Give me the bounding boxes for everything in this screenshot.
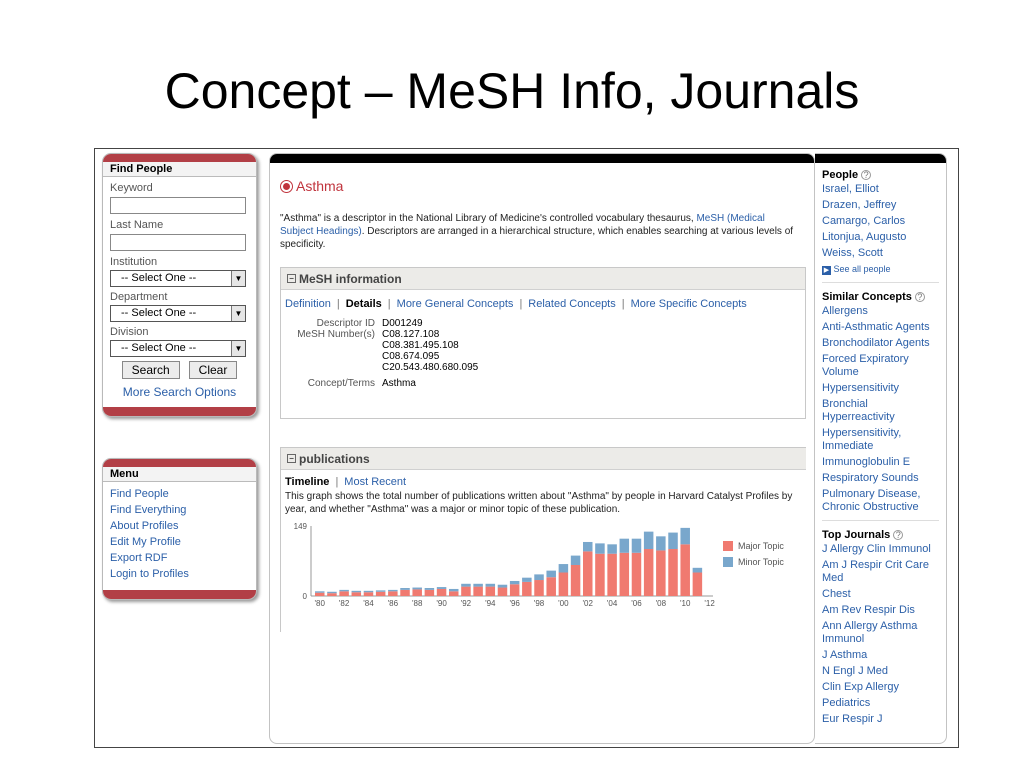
- institution-select[interactable]: [110, 270, 246, 287]
- tab-definition[interactable]: Definition: [285, 298, 331, 310]
- bar-minor-topic: [534, 574, 544, 580]
- bar-minor-topic: [620, 539, 630, 553]
- similar-concepts-list: [822, 305, 939, 514]
- chart-description: This graph shows the total number of publications written about "Asthma" by people in Harvard Catalyst Profiles by year, and whether "Asthma" was a major or minor topic of these publication.: [285, 491, 793, 515]
- x-tick-label: '08: [655, 599, 667, 608]
- bar-major-topic: [656, 550, 666, 596]
- tab-most-recent[interactable]: Most Recent: [344, 476, 407, 488]
- bar-major-topic: [607, 554, 617, 596]
- see-all-people-label: See all people: [833, 264, 891, 274]
- divider: [822, 520, 939, 521]
- similar-concept-link[interactable]: Allergens: [822, 305, 868, 317]
- concept-radio-icon: [280, 180, 293, 193]
- bar-major-topic: [559, 573, 569, 596]
- bar-major-topic: [388, 591, 398, 596]
- similar-concept-link[interactable]: Hypersensitivity: [822, 382, 900, 394]
- panel-top-bar: [103, 459, 256, 467]
- x-tick-label: '82: [338, 599, 350, 608]
- x-tick-label: '06: [631, 599, 642, 608]
- find-people-header: Find People: [103, 162, 256, 177]
- x-tick-label: '86: [387, 599, 399, 608]
- bar-major-topic: [571, 565, 581, 596]
- bar-minor-topic: [656, 536, 666, 550]
- tab-more-specific-concepts[interactable]: More Specific Concepts: [630, 298, 747, 310]
- menu-item-find-people[interactable]: Find People: [110, 488, 169, 500]
- bar-major-topic: [339, 591, 349, 596]
- bar-minor-topic: [644, 532, 654, 549]
- bar-minor-topic: [473, 584, 483, 587]
- mesh-numbers-label: MeSH Number(s): [297, 329, 375, 340]
- concept-terms-label: Concept/Terms: [307, 378, 375, 389]
- menu-panel: [102, 458, 257, 600]
- descriptor-id-value: D001249: [382, 318, 423, 329]
- panel-top-bar: [103, 154, 256, 162]
- publications-tabs: Timeline | Most Recent: [285, 476, 407, 488]
- institution-select-value: -- Select One --: [121, 272, 197, 284]
- bar-major-topic: [437, 589, 447, 596]
- concept-terms-link[interactable]: Asthma: [382, 378, 416, 389]
- similar-concept-link[interactable]: Hypersensitivity, Immediate: [822, 427, 902, 452]
- x-tick-label: '02: [582, 599, 593, 608]
- y-tick-label: 149: [293, 522, 307, 531]
- x-tick-label: '96: [509, 599, 520, 608]
- slide-title: Concept – MeSH Info, Journals: [164, 63, 860, 119]
- division-label: Division: [110, 326, 149, 338]
- top-journals-title: Top Journals: [822, 529, 891, 541]
- concept-title: [280, 178, 343, 194]
- mesh-info-title: MeSH information: [299, 271, 402, 286]
- publications-header[interactable]: [281, 448, 806, 470]
- journal-link[interactable]: Am J Respir Crit Care Med: [822, 559, 929, 584]
- x-tick-label: '88: [411, 599, 423, 608]
- people-list: [822, 183, 939, 276]
- bar-major-topic: [498, 588, 508, 596]
- bar-major-topic: [668, 549, 678, 596]
- bar-minor-topic: [632, 539, 642, 553]
- bar-major-topic: [510, 584, 520, 596]
- play-icon: ▶: [823, 267, 830, 274]
- x-tick-label: '12: [704, 599, 715, 608]
- mesh-info-section: [280, 267, 806, 419]
- collapse-icon: −: [287, 454, 296, 463]
- similar-concept-link[interactable]: Respiratory Sounds: [822, 472, 919, 484]
- mesh-link[interactable]: MeSH (Medical Subject Headings): [280, 213, 765, 237]
- bar-minor-topic: [522, 578, 532, 582]
- bar-minor-topic: [315, 591, 325, 592]
- menu-item-find-everything[interactable]: Find Everything: [110, 504, 187, 516]
- search-button[interactable]: Search: [122, 361, 180, 379]
- menu-item-about-profiles[interactable]: About Profiles: [110, 520, 179, 532]
- journal-link[interactable]: N Engl J Med: [822, 665, 889, 677]
- publications-title: publications: [299, 451, 370, 466]
- publications-chart: [281, 516, 807, 608]
- tab-details[interactable]: Details: [345, 298, 382, 310]
- bar-minor-topic: [571, 556, 581, 565]
- mesh-numbers-value: [382, 329, 805, 373]
- bar-minor-topic: [364, 591, 374, 592]
- legend-swatch: [723, 557, 733, 567]
- bar-major-topic: [644, 549, 654, 596]
- similar-concept-link[interactable]: Pulmonary Disease, Chronic Obstructive: [822, 488, 921, 513]
- bar-minor-topic: [449, 589, 459, 591]
- x-tick-label: '80: [314, 599, 325, 608]
- person-link[interactable]: Weiss, Scott: [822, 247, 883, 259]
- y-tick-label: 0: [302, 592, 307, 601]
- division-select[interactable]: [110, 340, 246, 357]
- bar-major-topic: [632, 553, 642, 596]
- similar-concept-link[interactable]: Bronchial Hyperreactivity: [822, 398, 895, 423]
- menu-header: Menu: [103, 467, 256, 482]
- bar-minor-topic: [693, 568, 703, 573]
- bar-major-topic: [522, 582, 532, 596]
- x-tick-label: '90: [436, 599, 447, 608]
- concept-desc-part2: . Descriptors are arranged in a hierarchical structure, which enables searching at various levels of specificity.: [280, 226, 794, 250]
- journal-link[interactable]: Eur Respir J: [822, 713, 883, 725]
- menu-item-login[interactable]: Login to Profiles: [110, 568, 189, 580]
- bar-minor-topic: [510, 581, 520, 584]
- bar-minor-topic: [327, 592, 337, 593]
- person-link[interactable]: Drazen, Jeffrey: [822, 199, 897, 211]
- x-tick-label: '92: [460, 599, 472, 608]
- bar-minor-topic: [388, 590, 398, 591]
- right-top-bar: [815, 154, 946, 163]
- person-link[interactable]: Litonjua, Augusto: [822, 231, 907, 243]
- mesh-tabs: Definition | Details | More General Concepts | Related Concepts | More Specific Concepts: [285, 298, 747, 310]
- mesh-number: C08.674.095: [382, 351, 440, 362]
- last-name-label: Last Name: [110, 219, 164, 231]
- bar-major-topic: [534, 580, 544, 596]
- bar-minor-topic: [352, 591, 362, 592]
- bar-minor-topic: [546, 571, 556, 578]
- menu-item-export-rdf[interactable]: Export RDF: [110, 552, 168, 564]
- x-tick-label: '84: [363, 599, 374, 608]
- bar-minor-topic: [498, 585, 508, 588]
- bar-major-topic: [461, 587, 471, 596]
- legend-label: Major Topic: [738, 541, 784, 551]
- find-people-panel: [102, 153, 257, 417]
- top-journals-header: [822, 529, 939, 542]
- bar-minor-topic: [486, 584, 496, 587]
- department-select-value: -- Select One --: [121, 307, 197, 319]
- journal-link[interactable]: J Allergy Clin Immunol: [822, 543, 931, 555]
- bar-major-topic: [400, 590, 410, 596]
- chevron-down-icon: ▼: [231, 306, 245, 321]
- bar-minor-topic: [412, 588, 422, 590]
- panel-bottom-bar: [103, 407, 256, 416]
- mesh-number: C08.381.495.108: [382, 340, 459, 351]
- menu-item-edit-my-profile[interactable]: Edit My Profile: [110, 536, 181, 548]
- bar-minor-topic: [595, 543, 605, 553]
- legend-swatch: [723, 541, 733, 551]
- similar-concepts-title: Similar Concepts: [822, 291, 912, 303]
- bar-major-topic: [425, 590, 435, 596]
- bar-major-topic: [327, 593, 337, 596]
- menu-list: [103, 482, 256, 590]
- keyword-label: Keyword: [110, 182, 153, 194]
- concept-name: Asthma: [296, 178, 344, 194]
- publications-section: [280, 447, 806, 632]
- journal-link[interactable]: Chest: [822, 588, 851, 600]
- bar-minor-topic: [668, 533, 678, 549]
- mesh-number: C08.127.108: [382, 329, 440, 340]
- similar-concept-link[interactable]: Bronchodilator Agents: [822, 337, 930, 349]
- tab-timeline[interactable]: Timeline: [285, 476, 330, 488]
- bar-major-topic: [315, 593, 325, 596]
- journal-link[interactable]: J Asthma: [822, 649, 868, 661]
- person-link[interactable]: Camargo, Carlos: [822, 215, 906, 227]
- more-search-options-link[interactable]: More Search Options: [122, 385, 237, 399]
- department-select[interactable]: [110, 305, 246, 322]
- bar-minor-topic: [400, 588, 410, 590]
- similar-concepts-header: [822, 291, 939, 304]
- bar-major-topic: [680, 544, 690, 596]
- similar-concept-link[interactable]: Anti-Asthmatic Agents: [822, 321, 930, 333]
- journal-link[interactable]: Am Rev Respir Dis: [822, 604, 915, 616]
- bar-minor-topic: [607, 544, 617, 553]
- last-name-input[interactable]: [110, 234, 246, 251]
- bar-major-topic: [693, 573, 703, 596]
- people-header: [822, 169, 939, 182]
- person-link[interactable]: Israel, Elliot: [822, 183, 879, 195]
- help-icon[interactable]: ?: [893, 530, 903, 540]
- people-title: People: [822, 169, 859, 181]
- bar-minor-topic: [425, 588, 435, 590]
- bar-major-topic: [620, 553, 630, 596]
- concept-desc-part1: "Asthma" is a descriptor in the National Library of Medicine's controlled vocabulary thesaurus,: [280, 213, 697, 224]
- profiles-screenshot: [94, 148, 959, 748]
- main-top-bar: [270, 154, 814, 163]
- bar-major-topic: [473, 587, 483, 596]
- bar-minor-topic: [583, 542, 593, 551]
- mesh-number: C20.543.480.680.095: [382, 362, 479, 373]
- journal-link[interactable]: Clin Exp Allergy: [822, 681, 900, 693]
- main-content: [269, 153, 815, 744]
- bar-minor-topic: [680, 528, 690, 544]
- chevron-down-icon: ▼: [231, 271, 245, 286]
- x-tick-label: '00: [558, 599, 569, 608]
- mesh-info-header[interactable]: [281, 268, 805, 290]
- journal-link[interactable]: Pediatrics: [822, 697, 871, 709]
- top-journals-list: [822, 543, 939, 726]
- x-tick-label: '98: [533, 599, 545, 608]
- keyword-input[interactable]: [110, 197, 246, 214]
- right-sidebar: [815, 153, 947, 744]
- bar-major-topic: [449, 591, 459, 596]
- bar-major-topic: [583, 551, 593, 596]
- bar-minor-topic: [461, 584, 471, 587]
- similar-concept-link[interactable]: Forced Expiratory Volume: [822, 353, 909, 378]
- mesh-details: [281, 318, 805, 389]
- bar-major-topic: [486, 587, 496, 596]
- x-tick-label: '04: [606, 599, 618, 608]
- x-tick-label: '10: [679, 599, 691, 608]
- bar-major-topic: [376, 592, 386, 596]
- division-select-value: -- Select One --: [121, 342, 197, 354]
- legend-label: Minor Topic: [738, 557, 784, 567]
- bar-minor-topic: [339, 590, 349, 591]
- chevron-down-icon: ▼: [231, 341, 245, 356]
- institution-label: Institution: [110, 256, 158, 268]
- divider: [822, 282, 939, 283]
- help-icon[interactable]: ?: [915, 292, 925, 302]
- concept-description: [280, 212, 800, 251]
- help-icon[interactable]: ?: [861, 170, 871, 180]
- tab-related-concepts[interactable]: Related Concepts: [528, 298, 616, 310]
- clear-button[interactable]: Clear: [189, 361, 238, 379]
- bar-minor-topic: [437, 587, 447, 589]
- tab-more-general-concepts[interactable]: More General Concepts: [396, 298, 514, 310]
- panel-bottom-bar: [103, 590, 256, 599]
- bar-major-topic: [364, 592, 374, 596]
- bar-major-topic: [546, 577, 556, 596]
- see-all-people-link[interactable]: [822, 263, 939, 276]
- department-label: Department: [110, 291, 168, 303]
- descriptor-id-label: Descriptor ID: [316, 318, 375, 329]
- x-tick-label: '94: [485, 599, 496, 608]
- collapse-icon: −: [287, 274, 296, 283]
- bar-minor-topic: [559, 564, 569, 572]
- bar-major-topic: [412, 589, 422, 596]
- bar-major-topic: [352, 592, 362, 596]
- similar-concept-link[interactable]: Immunoglobulin E: [822, 456, 911, 468]
- bar-major-topic: [595, 554, 605, 596]
- bar-minor-topic: [376, 590, 386, 591]
- journal-link[interactable]: Ann Allergy Asthma Immunol: [822, 620, 918, 645]
